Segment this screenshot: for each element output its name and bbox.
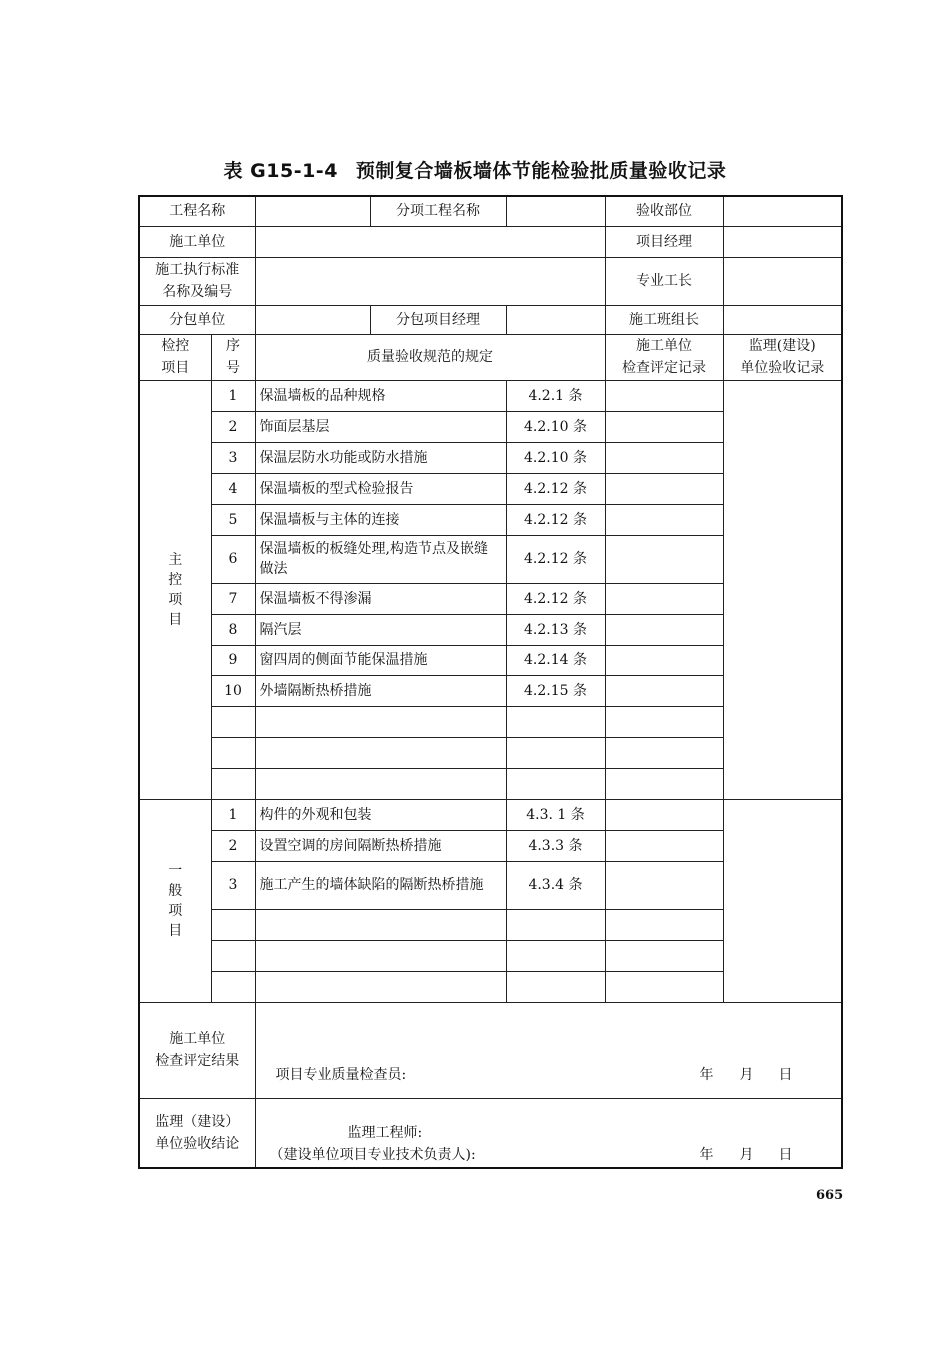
standard-field[interactable]: [255, 257, 605, 305]
main-control-desc: 窗四周的侧面节能保温措施: [255, 645, 506, 675]
col-rules-header: 质量验收规范的规定: [255, 334, 605, 380]
main-control-clause: 4.2.12 条: [506, 535, 605, 583]
main-control-seq: 2: [211, 411, 255, 442]
main-control-clause: 4.2.15 条: [506, 675, 605, 706]
general-desc: 构件的外观和包装: [255, 799, 506, 830]
main-control-clause: 4.2.14 条: [506, 645, 605, 675]
main-control-check-record[interactable]: [605, 737, 723, 768]
general-clause: 4.3.4 条: [506, 861, 605, 909]
supervise-line2: 单位验收结论: [155, 1135, 240, 1152]
general-check-record[interactable]: [605, 799, 723, 830]
subcontract-manager-label: 分包项目经理: [370, 305, 506, 334]
team-leader-label: 施工班组长: [605, 305, 723, 334]
main-control-seq: 4: [211, 473, 255, 504]
project-manager-label: 项目经理: [605, 226, 723, 257]
inspector-label: 项目专业质量检查员:: [275, 1066, 407, 1083]
supervise-year: 年: [699, 1146, 714, 1163]
main-control-desc: 饰面层基层: [255, 411, 506, 442]
subcontract-unit-field[interactable]: [255, 305, 370, 334]
main-control-clause: 4.2.12 条: [506, 583, 605, 614]
main-control-desc: 隔汽层: [255, 614, 506, 645]
supervise-line1: 监理（建设）: [155, 1113, 240, 1130]
form-name: 预制复合墙板墙体节能检验批质量验收记录: [355, 160, 727, 182]
main-control-seq: 5: [211, 504, 255, 535]
standard-label-line1: 施工执行标准: [155, 262, 240, 278]
main-control-check-record[interactable]: [605, 411, 723, 442]
main-control-check-record[interactable]: [605, 768, 723, 799]
general-check-record[interactable]: [605, 861, 723, 909]
sub-project-field[interactable]: [506, 196, 605, 226]
general-check-record[interactable]: [605, 971, 723, 1002]
general-clause: 4.3.3 条: [506, 830, 605, 861]
col-check-header: [605, 334, 723, 380]
main-control-seq: 7: [211, 583, 255, 614]
general-seq: [211, 940, 255, 971]
supervise-month: 月: [739, 1146, 754, 1163]
general-clause: [506, 940, 605, 971]
inspector-year: 年: [699, 1066, 714, 1083]
main-control-check-record[interactable]: [605, 706, 723, 737]
general-clause: 4.3. 1 条: [506, 799, 605, 830]
general-desc: 设置空调的房间隔断热桥措施: [255, 830, 506, 861]
form-code: 表 G15-1-4: [223, 160, 338, 182]
main-control-clause: 4.2.13 条: [506, 614, 605, 645]
main-control-check-record[interactable]: [605, 473, 723, 504]
col-item-line2: 项目: [161, 360, 190, 376]
team-leader-field[interactable]: [723, 305, 842, 334]
acceptance-part-label: 验收部位: [605, 196, 723, 226]
project-manager-field[interactable]: [723, 226, 842, 257]
main-control-check-record[interactable]: [605, 504, 723, 535]
general-seq: 3: [211, 861, 255, 909]
general-desc: [255, 909, 506, 940]
general-supervise-record[interactable]: [723, 799, 842, 1002]
main-control-label-char: 目: [168, 611, 183, 628]
main-control-check-record[interactable]: [605, 675, 723, 706]
main-control-seq: 6: [211, 535, 255, 583]
general-desc: [255, 940, 506, 971]
foreman-label: 专业工长: [605, 257, 723, 305]
main-control-check-record[interactable]: [605, 535, 723, 583]
col-item-line1: 检控: [161, 338, 190, 354]
col-check-line2: 检查评定记录: [622, 360, 706, 376]
general-desc: 施工产生的墙体缺陷的隔断热桥措施: [255, 861, 506, 909]
main-control-seq: [211, 737, 255, 768]
main-control-desc: 外墙隔断热桥措施: [255, 675, 506, 706]
main-control-label-char: 控: [168, 571, 183, 588]
col-seq-line2: 号: [226, 360, 240, 376]
supervise-conclusion-label: [139, 1098, 255, 1168]
main-control-desc: 保温层防水功能或防水措施: [255, 442, 506, 473]
main-control-seq: 1: [211, 380, 255, 411]
page-number: 665: [816, 1188, 844, 1203]
main-control-label-char: 主: [168, 551, 183, 568]
main-control-check-record[interactable]: [605, 442, 723, 473]
general-check-record[interactable]: [605, 940, 723, 971]
general-label-char: 目: [168, 922, 183, 939]
general-seq: 2: [211, 830, 255, 861]
col-supervise-header: [723, 334, 842, 380]
general-label-char: 般: [168, 882, 183, 899]
main-control-label: [139, 380, 211, 799]
acceptance-part-field[interactable]: [723, 196, 842, 226]
main-control-label-char: 项: [168, 591, 183, 608]
main-control-clause: [506, 737, 605, 768]
general-check-record[interactable]: [605, 830, 723, 861]
main-control-desc: 保温墙板的板缝处理,构造节点及嵌缝做法: [255, 535, 506, 583]
main-control-clause: 4.2.10 条: [506, 442, 605, 473]
main-control-desc: 保温墙板的品种规格: [255, 380, 506, 411]
col-supervise-line2: 单位验收记录: [740, 360, 825, 376]
col-check-line1: 施工单位: [636, 338, 692, 354]
main-control-desc: 保温墙板与主体的连接: [255, 504, 506, 535]
acceptance-record-table: [138, 195, 843, 1169]
supervise-conclusion-field[interactable]: [255, 1098, 842, 1168]
construction-result-field[interactable]: [255, 1002, 842, 1098]
supervisor-label: 监理工程师:: [347, 1124, 423, 1141]
main-control-seq: 8: [211, 614, 255, 645]
main-control-clause: 4.2.1 条: [506, 380, 605, 411]
standard-label: [139, 257, 255, 305]
general-seq: 1: [211, 799, 255, 830]
project-name-label: 工程名称: [139, 196, 255, 226]
main-control-row: [139, 380, 842, 411]
main-control-check-record[interactable]: [605, 583, 723, 614]
inspector-month: 月: [739, 1066, 754, 1083]
subcontract-unit-label: 分包单位: [139, 305, 255, 334]
supervise-day: 日: [778, 1146, 793, 1163]
general-label-char: 项: [168, 902, 183, 919]
main-control-seq: [211, 706, 255, 737]
general-row: [139, 799, 842, 830]
general-label: [139, 799, 211, 1002]
main-control-check-record[interactable]: [605, 380, 723, 411]
owner-label: （建设单位项目专业技术负责人):: [269, 1146, 476, 1163]
col-seq-header: [211, 334, 255, 380]
main-control-desc: [255, 768, 506, 799]
general-seq: [211, 909, 255, 940]
main-control-seq: 9: [211, 645, 255, 675]
general-desc: [255, 971, 506, 1002]
general-label-char: 一: [168, 862, 183, 879]
construction-result-line2: 检查评定结果: [155, 1053, 240, 1069]
main-control-check-record[interactable]: [605, 645, 723, 675]
general-clause: [506, 971, 605, 1002]
main-control-supervise-record[interactable]: [723, 380, 842, 799]
main-control-clause: 4.2.12 条: [506, 504, 605, 535]
main-control-clause: [506, 768, 605, 799]
col-supervise-line1: 监理(建设): [748, 338, 816, 354]
inspector-day: 日: [778, 1066, 793, 1083]
foreman-field[interactable]: [723, 257, 842, 305]
general-check-record[interactable]: [605, 909, 723, 940]
construction-result-line1: 施工单位: [169, 1031, 226, 1047]
main-control-clause: 4.2.12 条: [506, 473, 605, 504]
col-seq-line1: 序: [226, 338, 240, 354]
main-control-seq: 10: [211, 675, 255, 706]
main-control-desc: [255, 706, 506, 737]
main-control-desc: 保温墙板的型式检验报告: [255, 473, 506, 504]
project-name-field[interactable]: [255, 196, 370, 226]
standard-label-line2: 名称及编号: [162, 284, 233, 300]
sub-project-label: 分项工程名称: [370, 196, 506, 226]
construction-unit-field[interactable]: [255, 226, 605, 257]
general-clause: [506, 909, 605, 940]
construction-result-label: [139, 1002, 255, 1098]
form-title: [0, 156, 950, 183]
main-control-seq: 3: [211, 442, 255, 473]
main-control-desc: [255, 737, 506, 768]
main-control-clause: [506, 706, 605, 737]
main-control-desc: 保温墙板不得渗漏: [255, 583, 506, 614]
main-control-clause: 4.2.10 条: [506, 411, 605, 442]
col-item-header: [139, 334, 211, 380]
main-control-check-record[interactable]: [605, 614, 723, 645]
construction-unit-label: 施工单位: [139, 226, 255, 257]
subcontract-manager-field[interactable]: [506, 305, 605, 334]
general-seq: [211, 971, 255, 1002]
main-control-seq: [211, 768, 255, 799]
